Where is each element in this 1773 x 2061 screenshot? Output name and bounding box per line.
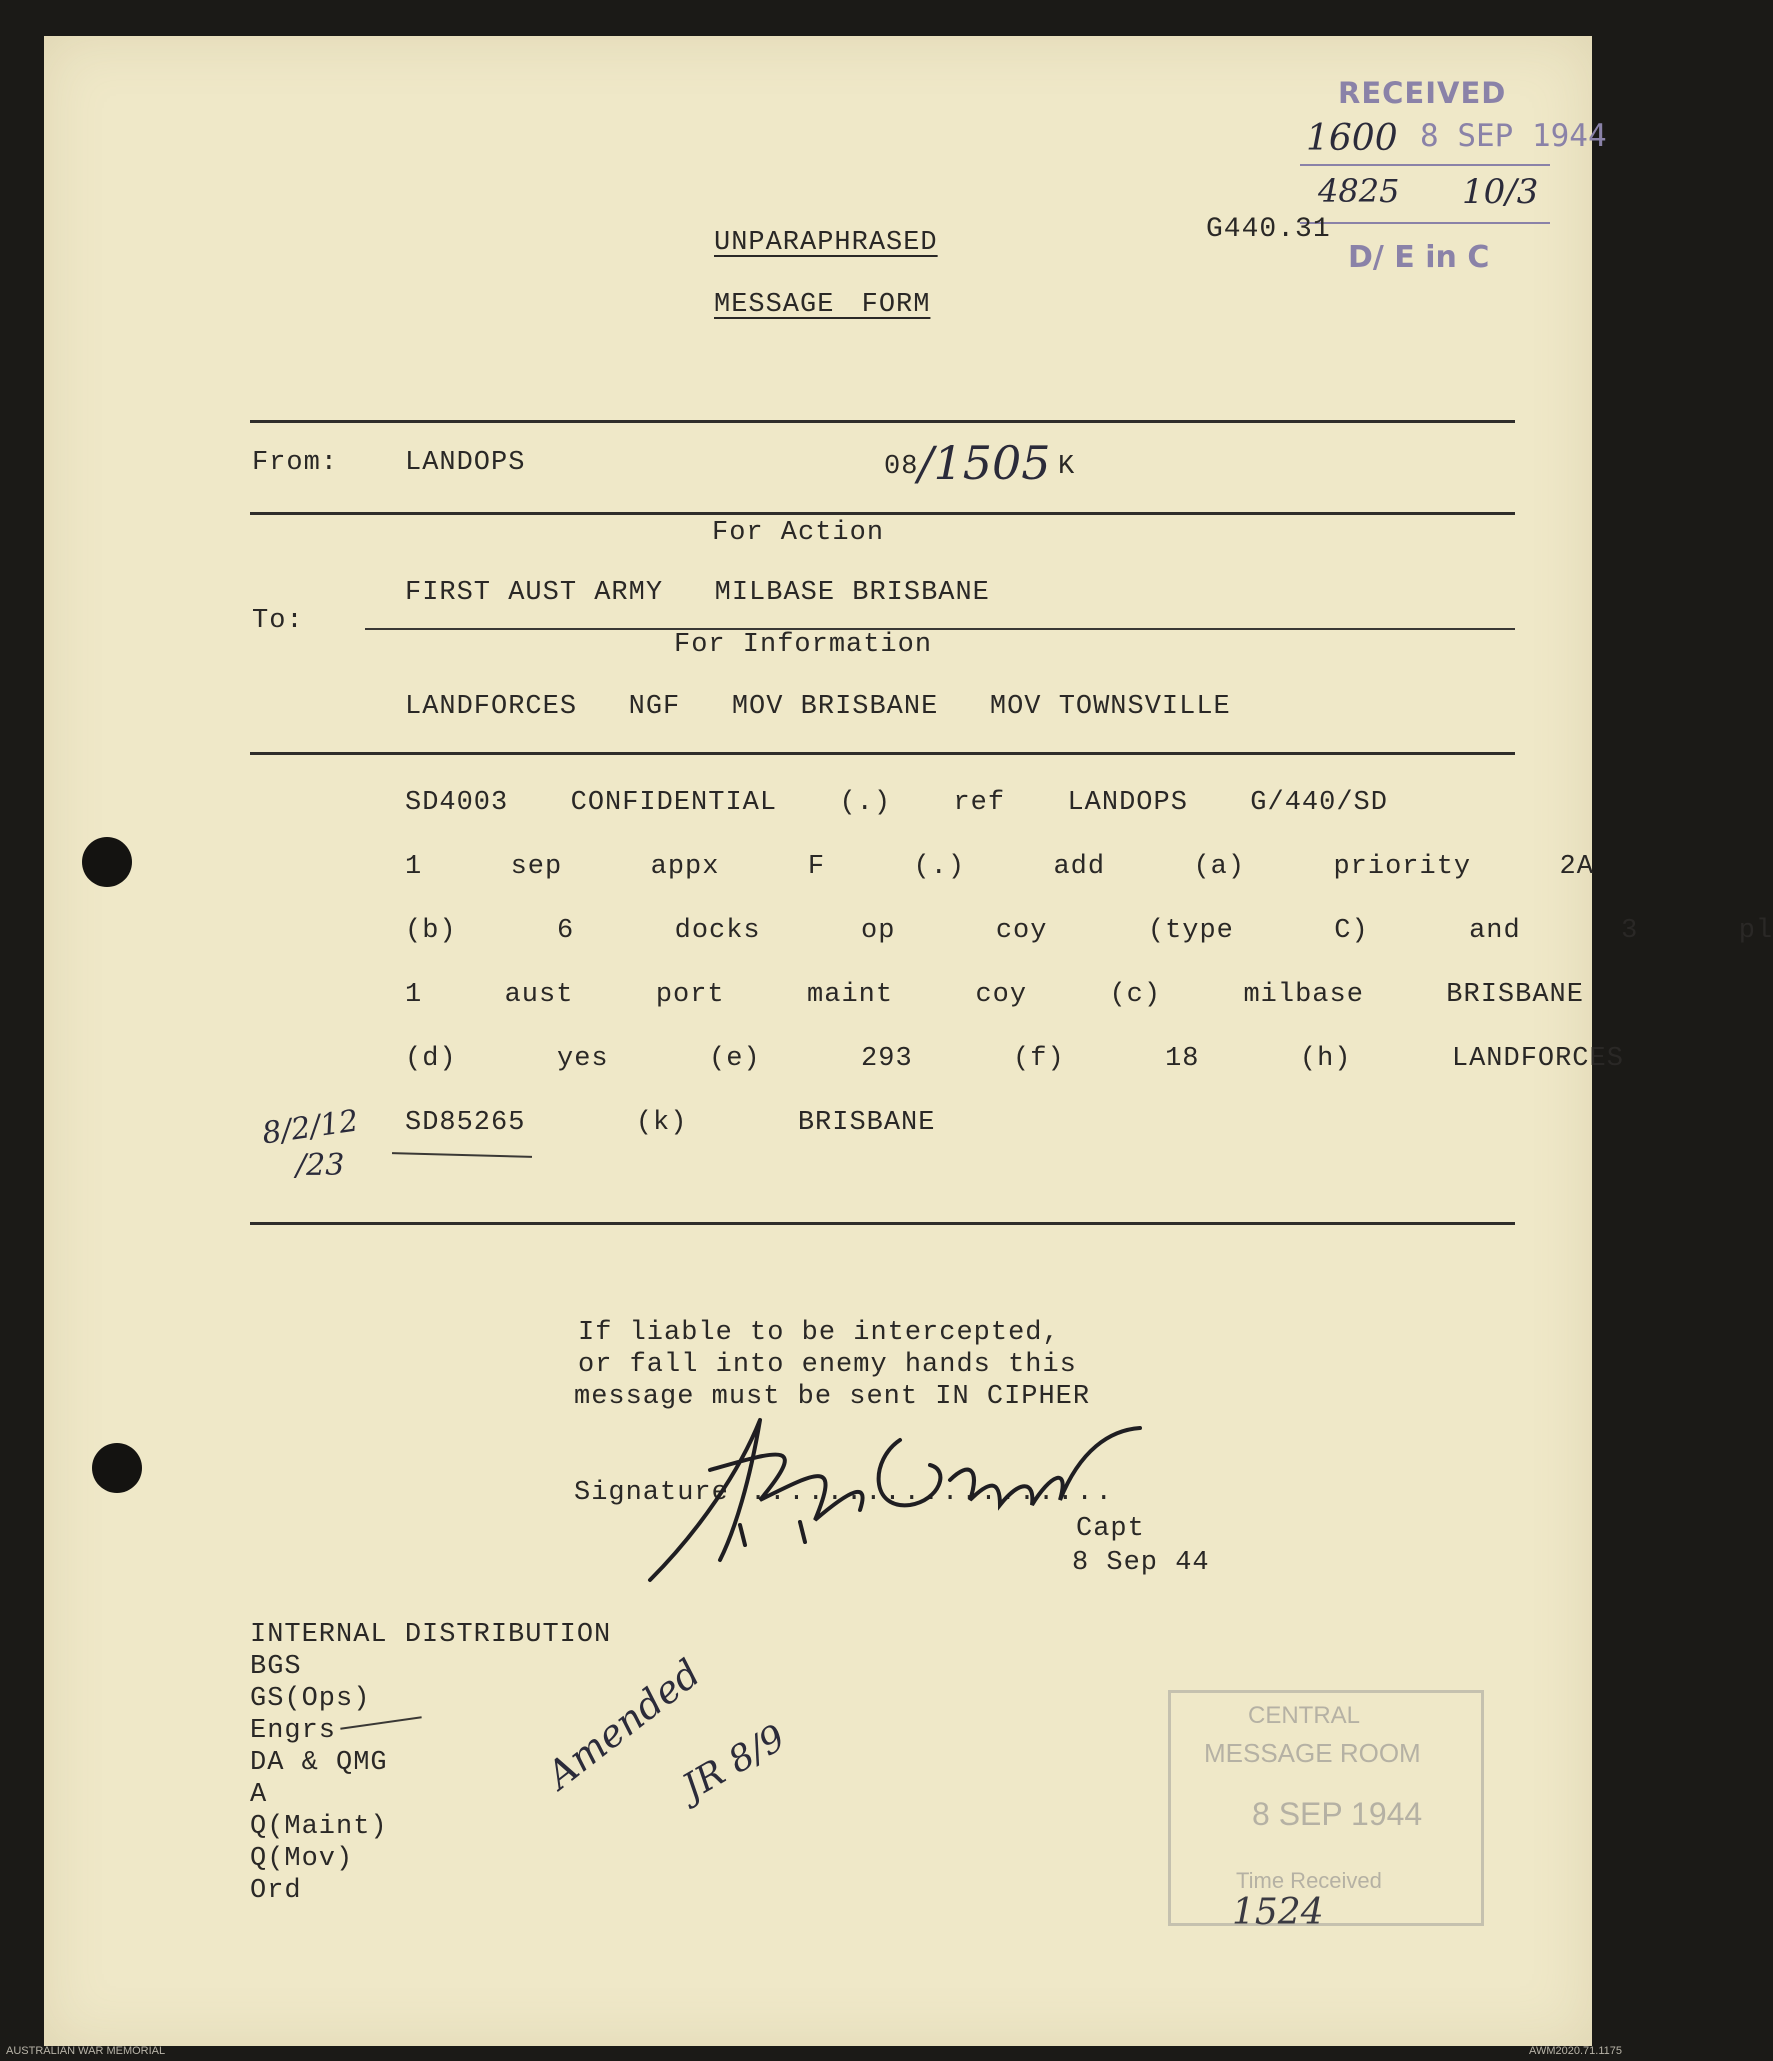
cipher-notice-line-1: If liable to be intercepted, xyxy=(578,1318,1060,1348)
distribution-item: Q(Maint) xyxy=(250,1812,388,1842)
dtg-prefix: 08 xyxy=(884,452,919,482)
form-title-line-1: UNPARAPHRASED xyxy=(714,228,938,258)
signature-rank: Capt xyxy=(1076,1514,1145,1544)
amended-note-line-1: Amended xyxy=(538,1650,709,1798)
rule-action-bottom xyxy=(365,628,1515,630)
body-line-3: (b) 6 docks op coy (type C) and 3 pl xyxy=(405,916,1773,946)
amended-note-line-2: JR 8/9 xyxy=(675,1717,793,1809)
footer-right: AWM2020.71.1175 xyxy=(1529,2045,1622,2057)
cipher-notice-line-2: or fall into enemy hands this xyxy=(578,1350,1077,1380)
distribution-item: Ord xyxy=(250,1876,302,1906)
punch-hole-upper xyxy=(82,837,132,887)
file-reference: G440.31 xyxy=(1206,214,1331,245)
action-addressees: FIRST AUST ARMY MILBASE BRISBANE xyxy=(405,578,990,608)
received-stamp-office: D/ E in C xyxy=(1348,240,1490,275)
margin-note-line-2: /23 xyxy=(296,1148,345,1183)
info-addressees: LANDFORCES NGF MOV BRISBANE MOV TOWNSVILLE xyxy=(405,692,1231,722)
cipher-notice-line-3: message must be sent IN CIPHER xyxy=(574,1382,1091,1412)
dtg-suffix: K xyxy=(1058,452,1076,482)
received-stamp-date: 8 SEP 1944 xyxy=(1420,118,1607,154)
distribution-item: A xyxy=(250,1780,268,1810)
central-stamp-date: 8 SEP 1944 xyxy=(1252,1796,1423,1832)
received-stamp-fraction: 10/3 xyxy=(1462,172,1539,212)
margin-note-line-1: 8/2/12 xyxy=(260,1103,361,1152)
rule-to-bottom xyxy=(250,752,1515,755)
signature-dots: ................... xyxy=(750,1478,1115,1508)
received-stamp-rule-1 xyxy=(1300,164,1550,166)
for-information-label: For Information xyxy=(674,630,933,660)
distribution-item: BGS xyxy=(250,1652,302,1682)
body-line-4: 1 aust port maint coy (c) milbase BRISBANE xyxy=(405,980,1584,1010)
distribution-item: Engrs xyxy=(250,1716,337,1746)
received-stamp-rule-2 xyxy=(1300,222,1550,224)
distribution-item: GS(Ops) xyxy=(250,1684,371,1714)
rule-from-bottom xyxy=(250,512,1515,515)
body-line-5: (d) yes (e) 293 (f) 18 (h) LANDFORCES xyxy=(405,1044,1624,1074)
received-stamp-ref: 4825 xyxy=(1318,172,1400,210)
received-stamp-time: 1600 xyxy=(1306,118,1398,159)
dtg-handwritten: /1505 xyxy=(918,436,1051,490)
rule-top xyxy=(250,420,1515,423)
distribution-item: DA & QMG xyxy=(250,1748,388,1778)
form-title-line-2: MESSAGE FORM xyxy=(714,290,931,320)
footer-left: AUSTRALIAN WAR MEMORIAL xyxy=(6,2045,166,2057)
to-label: To: xyxy=(252,606,304,636)
punch-hole-lower xyxy=(92,1443,142,1493)
from-value: LANDOPS xyxy=(405,448,526,478)
rule-body-bottom xyxy=(250,1222,1515,1225)
from-label: From: xyxy=(252,448,339,478)
distribution-item: Q(Mov) xyxy=(250,1844,354,1874)
central-stamp-line-2: MESSAGE ROOM xyxy=(1204,1738,1421,1768)
received-stamp-label: RECEIVED xyxy=(1338,76,1507,110)
body-line-1: SD4003 CONFIDENTIAL (.) ref LANDOPS G/440/SD xyxy=(405,788,1388,818)
central-stamp-time-label: Time Received xyxy=(1236,1868,1382,1893)
signature-label: Signature xyxy=(574,1478,729,1508)
body-line-2: 1 sep appx F (.) add (a) priority 2A xyxy=(405,852,1594,882)
signature-date: 8 Sep 44 xyxy=(1072,1548,1210,1578)
central-stamp-line-1: CENTRAL xyxy=(1248,1702,1361,1729)
body-line-6: SD85265 (k) BRISBANE xyxy=(405,1108,936,1138)
central-stamp-time: 1524 xyxy=(1232,1892,1324,1933)
distribution-title: INTERNAL DISTRIBUTION xyxy=(250,1620,612,1650)
for-action-label: For Action xyxy=(712,518,885,548)
